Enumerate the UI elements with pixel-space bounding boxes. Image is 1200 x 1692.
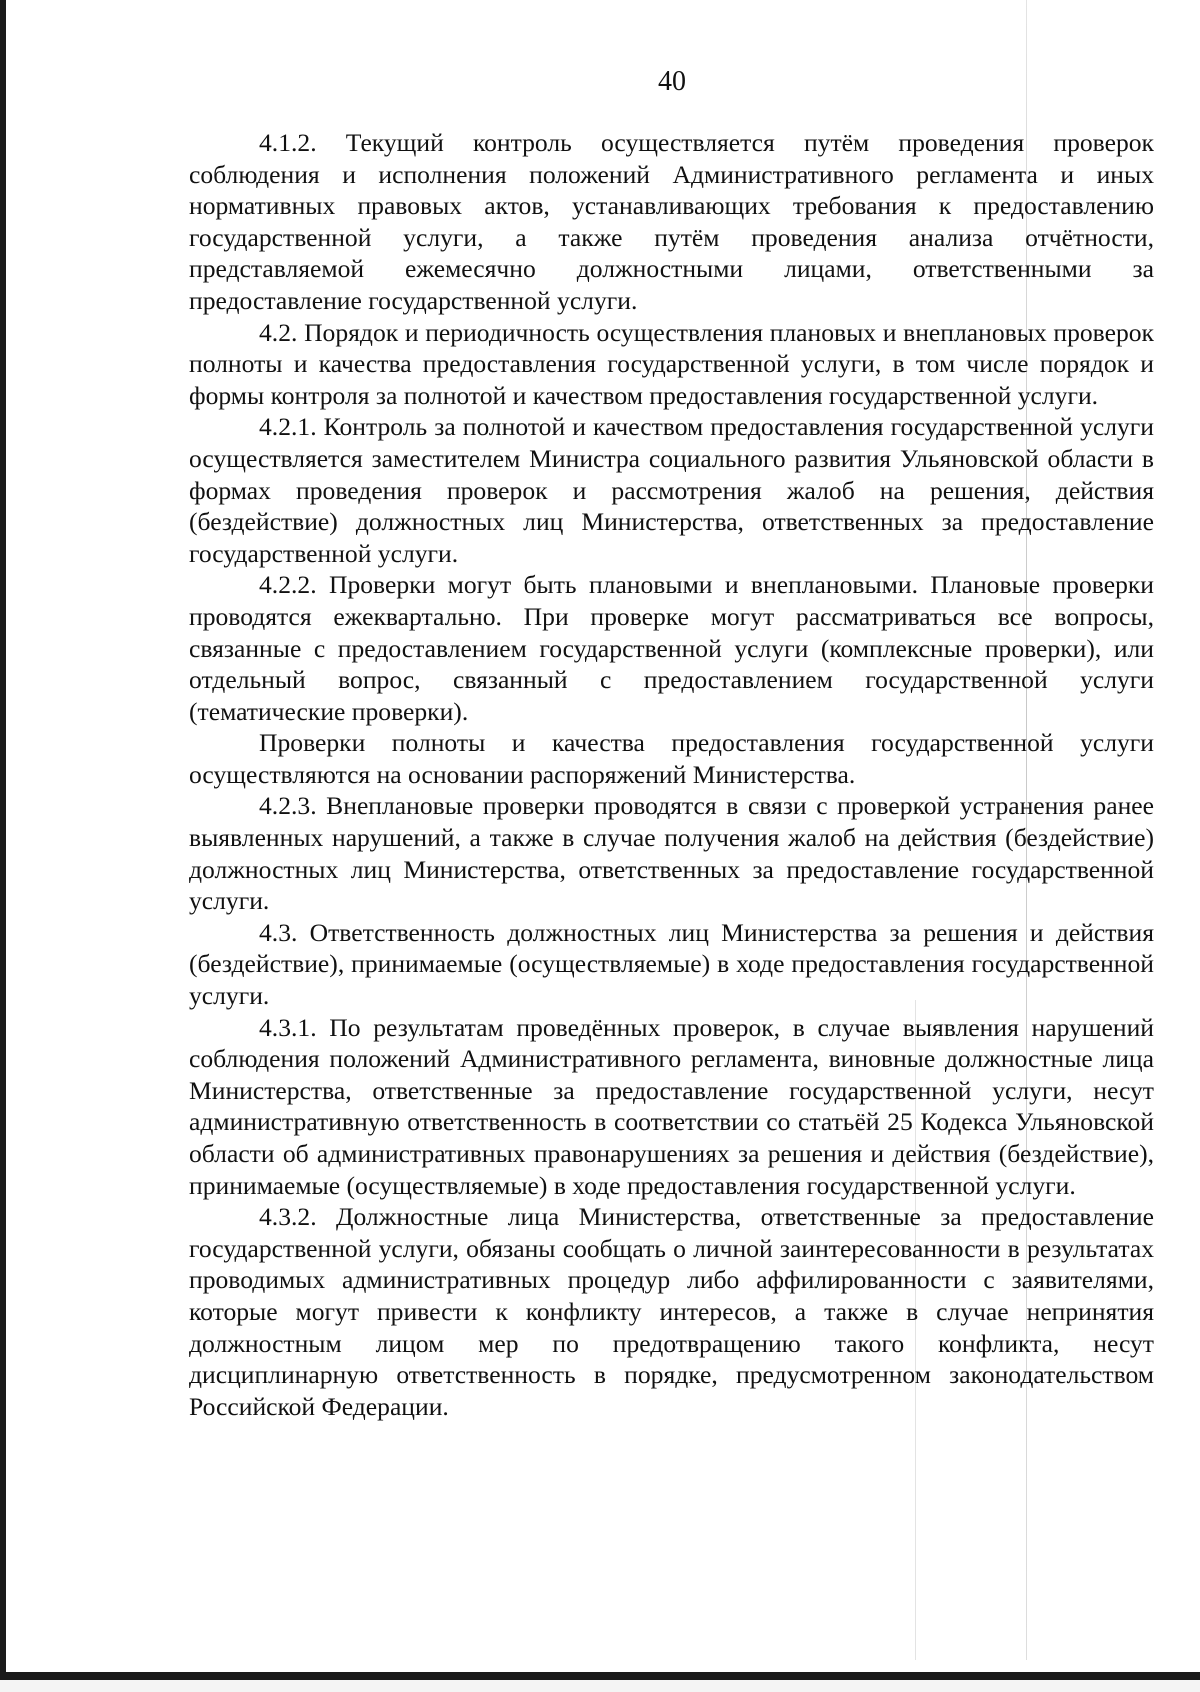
paragraph-4-3-2: 4.3.2. Должностные лица Министерства, ответственные за предоставление государственной услуги, обязаны сообщать о личной заинтересованности в результатах проводимых административных процедур либо аффилированности с заявителями, которые могут привести к конфликту интересов, а также в случае непринятия должностным лицом мер по предотвращению такого конфликта, несут дисциплинарную ответственность в порядке, предусмотренном законодательством Российской Федерации. bbox=[189, 1202, 1154, 1421]
scan-bottom-strip bbox=[0, 1680, 1200, 1692]
paragraph-4-2-2: 4.2.2. Проверки могут быть плановыми и внеплановыми. Плановые проверки проводятся ежеквартально. При проверке могут рассматриваться все вопросы, связанные с предоставлением государственной услуги (комплексные проверки), или отдельный вопрос, связанный с предоставлением государственной услуги (тематические проверки). bbox=[189, 570, 1154, 726]
paragraph-4-2-2-continued: Проверки полноты и качества предоставления государственной услуги осуществляются на основании распоряжений Министерства. bbox=[189, 728, 1154, 789]
document-body bbox=[189, 127, 1154, 1422]
scan-bottom-edge bbox=[0, 1672, 1200, 1680]
paragraph-4-2-3: 4.2.3. Внеплановые проверки проводятся в связи с проверкой устранения ранее выявленных нарушений, а также в случае получения жалоб на действия (бездействие) должностных лиц Министерства, ответственных за предоставление государственной услуги. bbox=[189, 791, 1154, 916]
paragraph-4-2: 4.2. Порядок и периодичность осуществления плановых и внеплановых проверок полноты и качества предоставления государственной услуги, в том числе порядок и формы контроля за полнотой и качеством предоставления государственной услуги. bbox=[189, 317, 1154, 410]
paragraph-4-1-2: 4.1.2. Текущий контроль осуществляется путём проведения проверок соблюдения и исполнения положений Административного регламента и иных нормативных правовых актов, устанавливающих требования к предоставлению государственной услуги, а также путём проведения анализа отчётности, представляемой ежемесячно должностными лицами, ответственными за предоставление государственной услуги. bbox=[189, 128, 1154, 315]
paragraph-4-3-1: 4.3.1. По результатам проведённых проверок, в случае выявления нарушений соблюдения положений Административного регламента, виновные должностные лица Министерства, ответственные за предоставление государственной услуги, несут административную ответственность в соответствии со статьёй 25 Кодекса Ульяновской области об административных правонарушениях за решения и действия (бездействие), принимаемые (осуществляемые) в ходе предоставления государственной услуги. bbox=[189, 1012, 1154, 1200]
paragraph-4-2-1: 4.2.1. Контроль за полнотой и качеством предоставления государственной услуги осуществляется заместителем Министра социального развития Ульяновской области в формах проведения проверок и рассмотрения жалоб на решения, действия (бездействие) должностных лиц Министерства, ответственных за предоставление государственной услуги. bbox=[189, 412, 1154, 568]
page-number: 40 bbox=[658, 66, 686, 97]
scan-left-edge bbox=[0, 0, 6, 1692]
paragraph-4-3: 4.3. Ответственность должностных лиц Министерства за решения и действия (бездействие), принимаемые (осуществляемые) в ходе предоставления государственной услуги. bbox=[189, 917, 1154, 1011]
